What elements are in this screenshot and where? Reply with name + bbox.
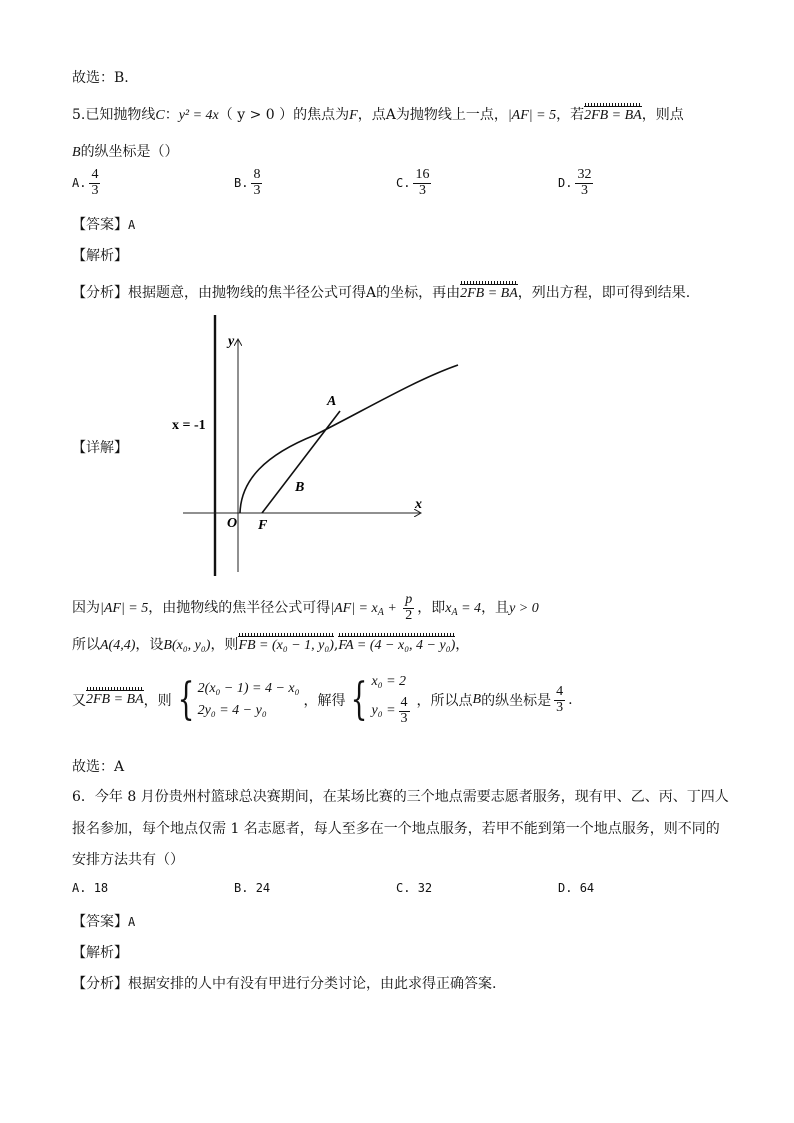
solution-line2 <box>72 634 469 654</box>
q5-stem-e: ，若 <box>556 107 585 123</box>
solution-line3: 又 2FB = BA ，则 { 2(x₀ − 1) = 4 − x₀ 2y₀ = 4 − y₀ ，解得 { x₀ = 2 y₀ = $\frac{4}{3}$ ，所以点 B 的纵坐标是 $\frac{4}{3}$ . <box>72 674 573 726</box>
q6-fenxi-line <box>72 973 496 993</box>
q5-vector-relation: 2FB = BA <box>584 108 642 123</box>
option-fraction: $\frac{32}{3}$ <box>577 167 592 198</box>
sol1-p-half: $\frac{p}{2}$ <box>405 592 413 623</box>
q5-option-d <box>558 168 596 198</box>
system2-line1: x₀ = 2 <box>371 674 407 689</box>
q5-focus: F <box>349 108 358 123</box>
fenxi-text-a: 根据题意，由抛物线的焦半径公式可得A的坐标，再由 <box>128 285 461 301</box>
q5-analysis-tag: 【解析】 <box>72 248 128 264</box>
sol1-b: ，由抛物线的焦半径公式可得 <box>148 600 331 617</box>
prev-answer-line: 故选：B. <box>72 70 129 86</box>
equation-system-1: { 2(x₀ − 1) = 4 − x₀ 2y₀ = 4 − y₀ <box>177 674 300 726</box>
q5-condition: （ y > 0 ） <box>218 107 294 123</box>
fenxi-text-b: ，列出方程，即可得到结果. <box>517 285 691 301</box>
sol2-vector-fb: FB = (x₀ − 1, y₀) <box>238 638 334 653</box>
fenxi-vector-relation: 2FB = BA <box>460 286 518 301</box>
final-fraction: $\frac{4}{3}$ <box>556 684 564 715</box>
q5-equation: y² = 4x <box>178 108 219 123</box>
sol3-c: ，解得 <box>303 693 346 710</box>
system1-line2: 2y₀ = 4 − y₀ <box>197 703 267 719</box>
equation-system-2: { x₀ = 2 y₀ = $\frac{4}{3}$ <box>345 674 412 726</box>
point-b-label: B <box>295 480 305 495</box>
sol1-d: ，且 <box>481 600 510 617</box>
sol2-comma: , <box>333 637 339 653</box>
fenxi-tag: 【分析】 <box>72 976 128 992</box>
q5-number: 5. <box>72 107 86 123</box>
q5-answer-line <box>72 214 135 234</box>
q6-stem-line3: 安排方法共有（） <box>72 852 184 868</box>
focus-label: F <box>258 518 268 533</box>
sol1-af: |AF| = 5 <box>100 601 149 617</box>
segment-fa <box>262 411 340 513</box>
q5-stem-c: 的焦点为 <box>293 107 350 123</box>
sol2-c: ，则 <box>210 637 239 653</box>
q6-option-a: A. 18 <box>72 881 109 895</box>
system1-line1: 2(x₀ − 1) = 4 − x₀ <box>197 681 300 697</box>
option-label: A. <box>72 176 87 191</box>
answer-tag: 【答案】 <box>72 217 128 233</box>
q5-detail-tag: 【详解】 <box>72 440 128 456</box>
y-axis-label: y <box>228 334 235 349</box>
sol3-b: ，则 <box>143 693 172 710</box>
answer-tag: 【答案】 <box>72 914 128 930</box>
answer-value: A <box>128 218 136 232</box>
q6-analysis-tag: 【解析】 <box>72 945 128 961</box>
sol3-point-b: B <box>472 692 482 708</box>
sol1-c: ，即 <box>417 600 446 617</box>
parabola-figure <box>165 310 475 580</box>
q5-stem-line2 <box>72 141 179 161</box>
parabola-curve <box>240 365 458 513</box>
option-fraction: $\frac{4}{3}$ <box>91 167 99 198</box>
option-fraction: $\frac{8}{3}$ <box>253 167 261 198</box>
sol2-point-a: A(4,4) <box>100 638 136 653</box>
sol2-a: 所以 <box>72 637 100 653</box>
option-label: C. <box>396 176 411 191</box>
origin-label: O <box>227 516 238 531</box>
x-axis-label: x <box>415 497 422 512</box>
q5-stem-a: 已知抛物线 <box>85 107 156 123</box>
q5-line2-text: 的纵坐标是（） <box>80 144 179 160</box>
sol3-d: ，所以点 <box>416 693 473 710</box>
point-a-label: A <box>327 394 337 409</box>
q6-stem-line1: 6．今年 8 月份贵州村篮球总决赛期间，在某场比赛的三个地点需要志愿者服务，现有甲、乙、丙、丁四人 <box>72 789 729 805</box>
sol2-end: ， <box>455 637 470 653</box>
q5-option-c <box>396 168 434 198</box>
q5-fenxi-line <box>72 282 690 302</box>
option-label: D. <box>558 176 573 191</box>
q6-option-b: B. 24 <box>234 881 271 895</box>
sol2-b: ，设 <box>135 637 164 653</box>
option-fraction: $\frac{16}{3}$ <box>415 167 430 198</box>
q6-option-d: D. 64 <box>558 881 595 895</box>
q5-stem-line1 <box>72 104 684 124</box>
fenxi-tag: 【分析】 <box>72 285 128 301</box>
q5-af-value: |AF| = 5 <box>507 108 557 123</box>
sol1-y-condition: y > 0 <box>509 601 539 617</box>
answer-value: A <box>128 915 136 929</box>
q5-stem-b: ： <box>164 107 179 123</box>
q5-stem-f: ，则点 <box>641 107 684 123</box>
solution-line1 <box>72 593 539 623</box>
sol3-e: 的纵坐标是 <box>481 693 552 710</box>
q6-option-c: C. 32 <box>396 881 433 895</box>
q5-curve-name: C <box>155 108 165 123</box>
fenxi-text: 根据安排的人中有没有甲进行分类讨论，由此求得正确答案. <box>128 976 497 992</box>
q5-point-b: B <box>72 145 81 160</box>
sol2-point-b: B(x₀, y₀) <box>163 638 211 653</box>
sol1-formula: $|AF| = x_A$ + <box>330 601 401 619</box>
sol3-vector-relation: 2FB = BA <box>86 692 144 708</box>
q5-final-choice: 故选：A <box>72 759 125 775</box>
q5-option-b <box>234 168 265 198</box>
q5-stem-d: ，点A为抛物线上一点， <box>357 107 508 123</box>
sol1-xa: $x_A = 4$ <box>445 601 482 619</box>
sol3-a: 又 <box>72 693 86 710</box>
option-label: B. <box>234 176 249 191</box>
sol1-a: 因为 <box>72 600 100 617</box>
system2-line2: y₀ = $\frac{4}{3}$ <box>371 695 408 726</box>
sol2-vector-fa: FA = (4 − x₀, 4 − y₀) <box>338 638 456 653</box>
q6-stem-line2: 报名参加，每个地点仅需 1 名志愿者，每人至多在一个地点服务，若甲不能到第一个地点服务，则不同的 <box>72 821 720 837</box>
q6-answer-line <box>72 911 135 931</box>
directrix-label: x = -1 <box>172 418 206 433</box>
q5-option-a <box>72 168 103 198</box>
